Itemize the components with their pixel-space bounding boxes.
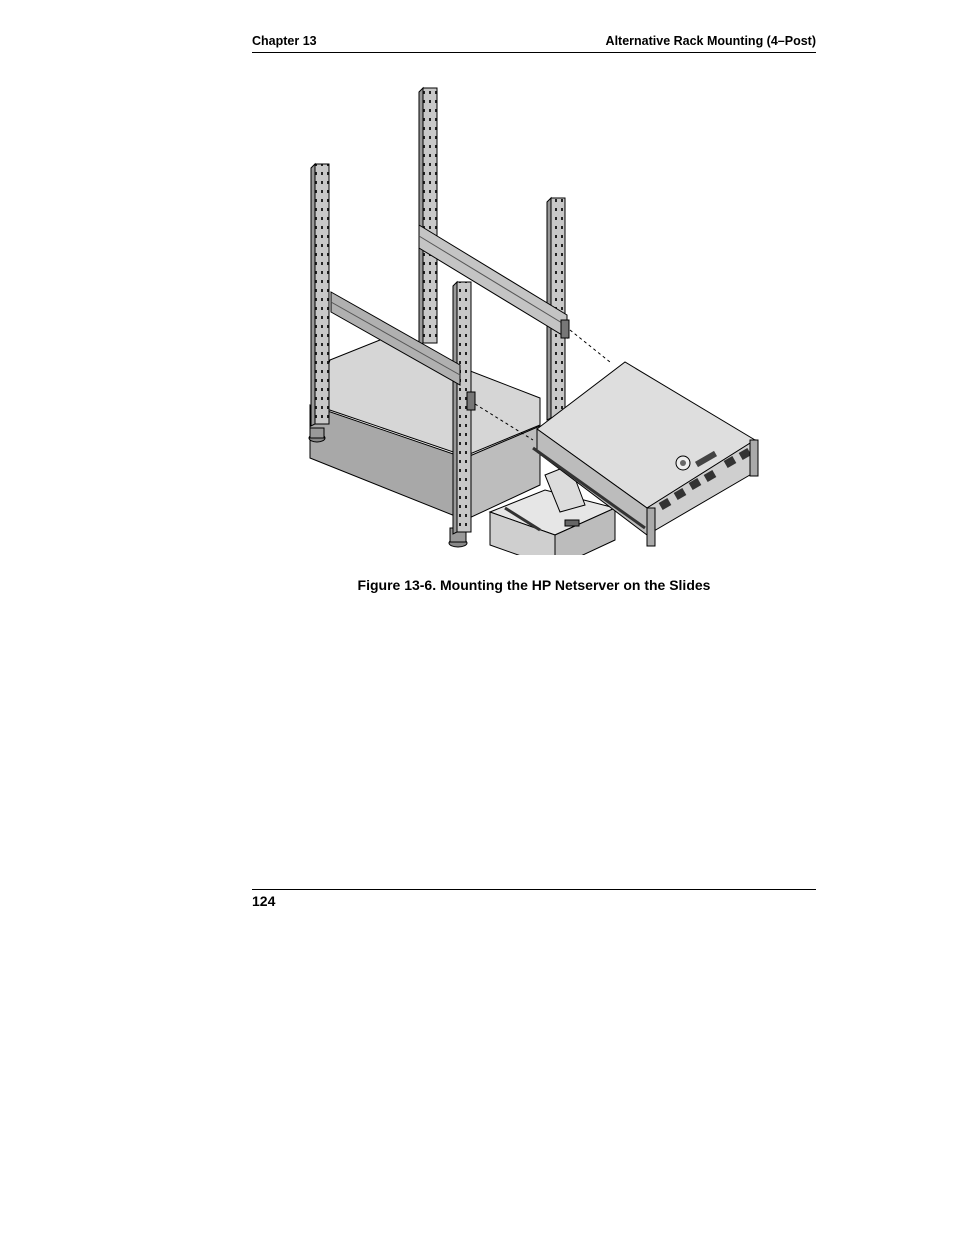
section-title: Alternative Rack Mounting (4–Post) <box>605 34 816 48</box>
page-number: 124 <box>252 893 276 909</box>
figure-caption: Figure 13-6. Mounting the HP Netserver on the Slides <box>357 577 711 593</box>
page-footer <box>252 889 816 909</box>
rack-illustration <box>295 80 775 555</box>
page-header <box>252 33 816 53</box>
chapter-label: Chapter 13 <box>252 34 317 48</box>
